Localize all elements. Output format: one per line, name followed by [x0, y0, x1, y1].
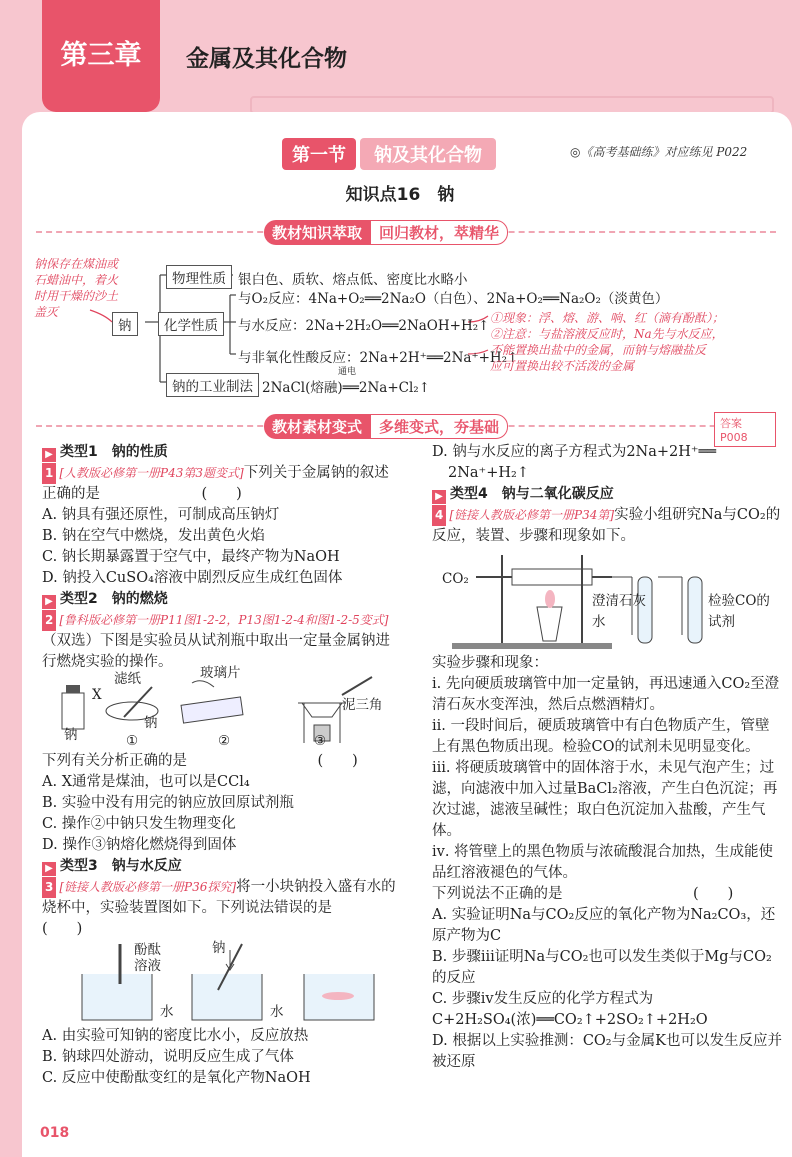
banner-textbook-extract — [36, 218, 776, 246]
q3-figure — [42, 940, 402, 1026]
label-solution: 溶液 — [134, 958, 161, 974]
answer-reference: 答案 P008 — [714, 412, 776, 447]
q2-question: 下列有关分析正确的是 ( ) — [42, 753, 358, 769]
q3-option-d-cont: 2Na⁺+H₂↑ — [448, 465, 529, 481]
branch-physical: 物理性质 — [166, 265, 232, 289]
label-sodium-2: 钠 — [144, 715, 158, 731]
question-number: 2 — [42, 610, 56, 631]
q1-option-d: D. 钠投入CuSO₄溶液中剧烈反应生成红色固体 — [42, 570, 343, 586]
question-2: 2 [鲁科版必修第一册P11图1-2-2，P13图1-2-4和图1-2-5变式]（双选）下图是实验员从试剂瓶中取出一定量金属钠进行燃烧实验的操作。 — [42, 610, 402, 673]
banner-right: 回归教材，萃精华 — [370, 220, 508, 245]
q4-step-4: ⅳ. 将管壁上的黑色物质与浓硫酸混合加热，生成能使品红溶液褪色的气体。 — [432, 844, 774, 881]
mindmap-note-left: 钠保存在煤油或 石蜡油中，着火 时用干燥的沙土 盖灭 — [34, 257, 119, 319]
label-co2: CO₂ — [442, 571, 469, 587]
label-water-2: 水 — [270, 1004, 284, 1020]
q4-question: 下列说法不正确的是 ( ) — [432, 886, 734, 902]
label-water-1: 水 — [160, 1004, 174, 1020]
right-column — [432, 442, 782, 1073]
q4-step-3: ⅲ. 将硬质玻璃管中的固体溶于水，未见气泡产生；过滤，向滤液中加入过量BaCl₂溶液，产生白色沉淀；再次过滤，滤液呈碱性；取白色沉淀加入盐酸，产生气体。 — [432, 760, 778, 839]
type3-heading: ▶ 类型3 钠与水反应 — [42, 856, 402, 877]
q3-option-c: C. 反应中使酚酞变红的是氧化产物NaOH — [42, 1070, 311, 1086]
knowledge-point-title: 知识点16 钠 — [345, 185, 455, 205]
triangle-icon: ▶ — [42, 595, 56, 609]
q4-option-c: C. 步骤ⅳ发生反应的化学方程式为C+2H₂SO₄(浓)══CO₂↑+2SO₂↑+2H₂O — [432, 991, 708, 1028]
q4-step-1: ⅰ. 先向硬质玻璃管中加一定量钠，再迅速通入CO₂至澄清石灰水变浑浊，然后点燃酒精灯。 — [432, 676, 780, 713]
branch-industry: 钠的工业制法 — [166, 373, 259, 397]
q2-figure — [42, 665, 402, 751]
label-step-3: ③ — [314, 733, 327, 749]
q4-figure — [432, 547, 782, 653]
physical-text: 银白色、质软、熔点低、密度比水略小 — [238, 272, 468, 288]
triangle-icon: ▶ — [42, 862, 56, 876]
banner-left: 教材素材变式 — [264, 414, 370, 439]
q1-option-a: A. 钠具有强还原性，可制成高压钠灯 — [42, 507, 280, 523]
type1-heading: ▶ 类型1 钠的性质 — [42, 442, 402, 463]
label-x: X — [92, 687, 102, 703]
q1-option-c: C. 钠长期暴露置于空气中，最终产物为NaOH — [42, 549, 340, 565]
label-clay-triangle: 泥三角 — [342, 697, 383, 713]
q3-option-d: D. 钠与水反应的离子方程式为2Na+2H⁺══ — [432, 444, 717, 460]
q2-option-c: C. 操作②中钠只发生物理变化 — [42, 816, 236, 832]
section-badge — [282, 138, 496, 170]
label-glass-slide: 玻璃片 — [200, 665, 241, 681]
label-filter-paper: 滤纸 — [114, 671, 141, 687]
branch-chemical: 化学性质 — [158, 312, 224, 336]
mindmap-center-node: 钠 — [112, 312, 138, 336]
label-step-2: ② — [218, 733, 231, 749]
q3-option-a: A. 由实验可知钠的密度比水小，反应放热 — [42, 1028, 309, 1044]
q4-steps-heading: 实验步骤和现象： — [432, 655, 548, 671]
label-limewater: 澄清石灰水 — [592, 593, 646, 630]
question-3: 3 [链接人教版必修第一册P36探究]将一小块钠投入盛有水的烧杯中，实验装置图如下。下列说法错误的是 ( ) — [42, 879, 506, 937]
type2-heading: ▶ 类型2 钠的燃烧 — [42, 589, 402, 610]
chem-acid: 与非氧化性酸反应：2Na+2H⁺══2Na⁺+H₂↑ — [238, 350, 519, 366]
bleed-through-text — [168, 62, 768, 86]
mindmap-note-right: ①现象：浮、熔、游、响、红（滴有酚酞）； ②注意：与盐溶液反应时，Na先与水反应， 不能置换出盐中的金属，而钠与熔融盐反 应可置换出较不活泼的金属 — [490, 311, 725, 373]
question-number: 3 — [42, 877, 56, 898]
q4-option-b: B. 步骤ⅲ证明Na与CO₂也可以发生类似于Mg与CO₂的反应 — [432, 949, 772, 986]
q4-option-d: D. 根据以上实验推测：CO₂与金属K也可以发生反应并被还原 — [432, 1033, 782, 1070]
q1-option-b: B. 钠在空气中燃烧，发出黄色火焰 — [42, 528, 265, 544]
triangle-icon: ▶ — [42, 448, 56, 462]
page-number: 018 — [40, 1125, 70, 1141]
chem-water: 与水反应：2Na+2H₂O══2NaOH+H₂↑ — [238, 318, 490, 334]
banner-right: 多维变式，夯基础 — [370, 414, 508, 439]
q2-option-d: D. 操作③钠熔化燃烧得到固体 — [42, 837, 237, 853]
label-co-reagent: 检验CO的试剂 — [708, 593, 770, 630]
chapter-title: 金属及其化合物 — [186, 46, 347, 72]
chapter-tab: 第三章 — [42, 0, 160, 112]
label-sodium: 钠 — [64, 727, 78, 743]
banner-material-variant — [36, 412, 776, 444]
section-label: 第一节 — [282, 138, 356, 170]
type4-heading: ▶ 类型4 钠与二氧化碳反应 — [432, 484, 782, 505]
chem-o2: 与O₂反应：4Na+O₂══2Na₂O（白色）、2Na+O₂══Na₂O₂（淡黄色） — [238, 291, 669, 307]
q4-option-a: A. 实验证明Na与CO₂反应的氧化产物为Na₂CO₃，还原产物为C — [432, 907, 776, 944]
label-sodium: 钠 — [212, 940, 226, 956]
q3-option-b: B. 钠球四处游动，说明反应生成了气体 — [42, 1049, 294, 1065]
question-number: 4 — [432, 505, 446, 526]
q4-step-2: ⅱ. 一段时间后，硬质玻璃管中有白色物质产生，管壁上有黑色物质出现。检验CO的试剂未见明显变化。 — [432, 718, 770, 755]
label-step-1: ① — [126, 733, 139, 749]
section-title: 钠及其化合物 — [360, 138, 496, 170]
question-4: 4 [链接人教版必修第一册P34第]实验小组研究Na与CO₂的反应，装置、步骤和现象如下。 — [432, 507, 781, 544]
q2-option-b: B. 实验中没有用完的钠应放回原试剂瓶 — [42, 795, 294, 811]
q2-option-a: A. X通常是煤油，也可以是CCl₄ — [42, 774, 250, 790]
question-number: 1 — [42, 463, 56, 484]
industry-text: 2NaCl(熔融)══2Na+Cl₂↑ — [262, 380, 431, 396]
label-phenolphthalein: 酚酞 — [134, 942, 161, 958]
triangle-icon: ▶ — [432, 490, 446, 504]
banner-left: 教材知识萃取 — [264, 220, 370, 245]
practice-reference: ◎《高考基础练》对应练见 P022 — [570, 145, 748, 159]
industry-condition: 通电 — [338, 367, 357, 377]
question-1: 1 [人教版必修第一册P43第3题变式]下列关于金属钠的叙述正确的是 ( ) — [42, 465, 389, 502]
